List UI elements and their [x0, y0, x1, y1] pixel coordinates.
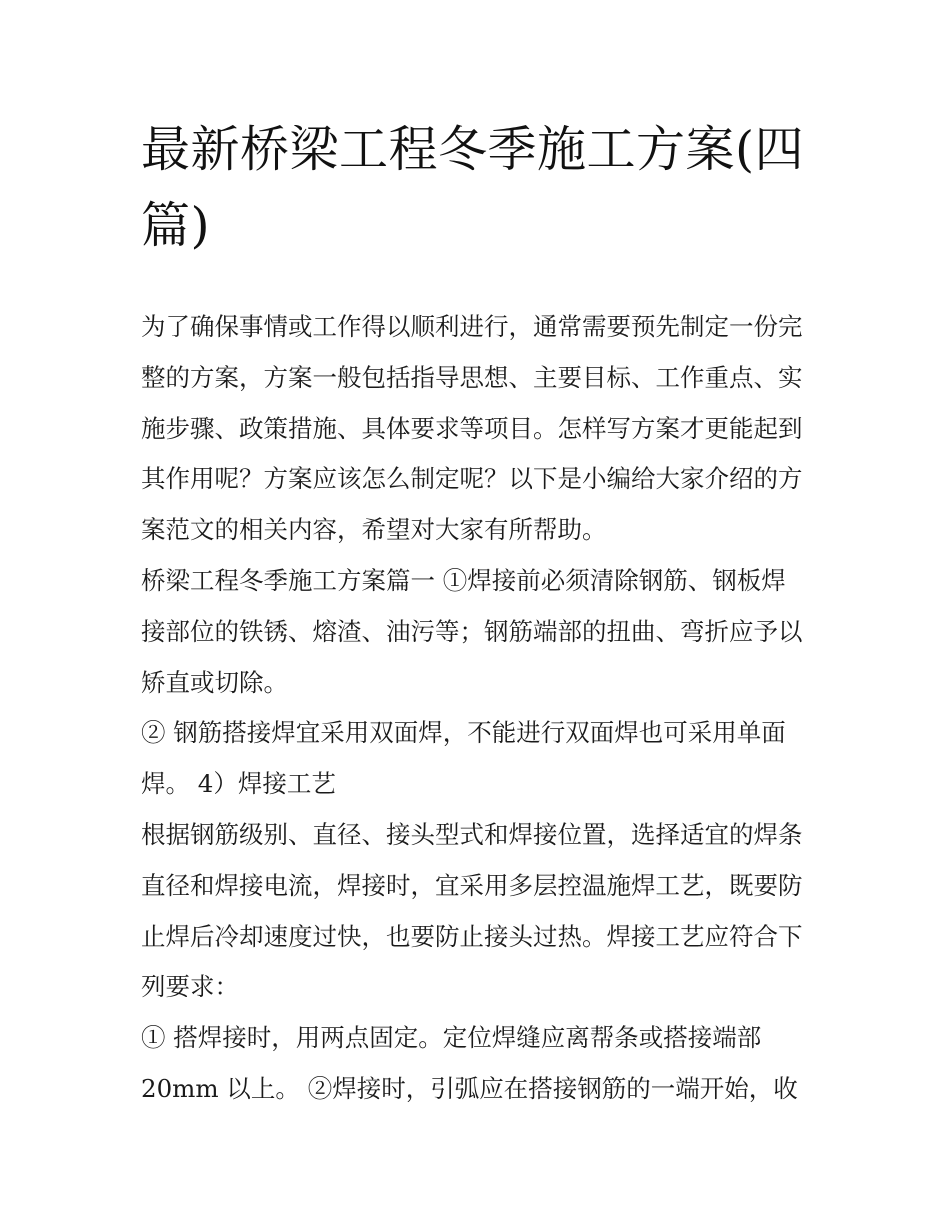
paragraph-intro: 为了确保事情或工作得以顺利进行，通常需要预先制定一份完 整的方案，方案一般包括指导思想、主要目标、工作重点、实 施步骤、政策措施、具体要求等项目。怎样写方案才更能起到 其作用呢？方案应该怎么制定呢？以下是小编给大家介绍的方 案范文的相关内容，希望对大家有所帮助。 [141, 312, 803, 545]
paragraph-welding-process: 根据钢筋级别、直径、接头型式和焊接位置，选择适宜的焊条 直径和焊接电流，焊接时，宜采用多层控温施焊工艺，既要防 止焊后冷却速度过快，也要防止接头过热。焊接工艺应符合下 列要求： [141, 819, 803, 1002]
paragraph-lap-welding: ② 钢筋搭接焊宜采用双面焊，不能进行双面焊也可采用单面 焊。 4）焊接工艺 [141, 718, 786, 799]
paragraph-tack-welding: ① 搭焊接时，用两点固定。定位焊缝应离帮条或搭接端部 20mm 以上。 ②焊接时，引弧应在搭接钢筋的一端开始，收 [141, 1023, 798, 1103]
document-page [141, 112, 821, 1115]
paragraph-welding-prep: 桥梁工程冬季施工方案篇一 ①焊接前必须清除钢筋、钢板焊 接部位的铁锈、熔渣、油污等；钢筋端部的扭曲、弯折应予以 矫直或切除。 [141, 565, 803, 697]
document-title: 最新桥梁工程冬季施工方案(四 篇) [141, 121, 805, 254]
